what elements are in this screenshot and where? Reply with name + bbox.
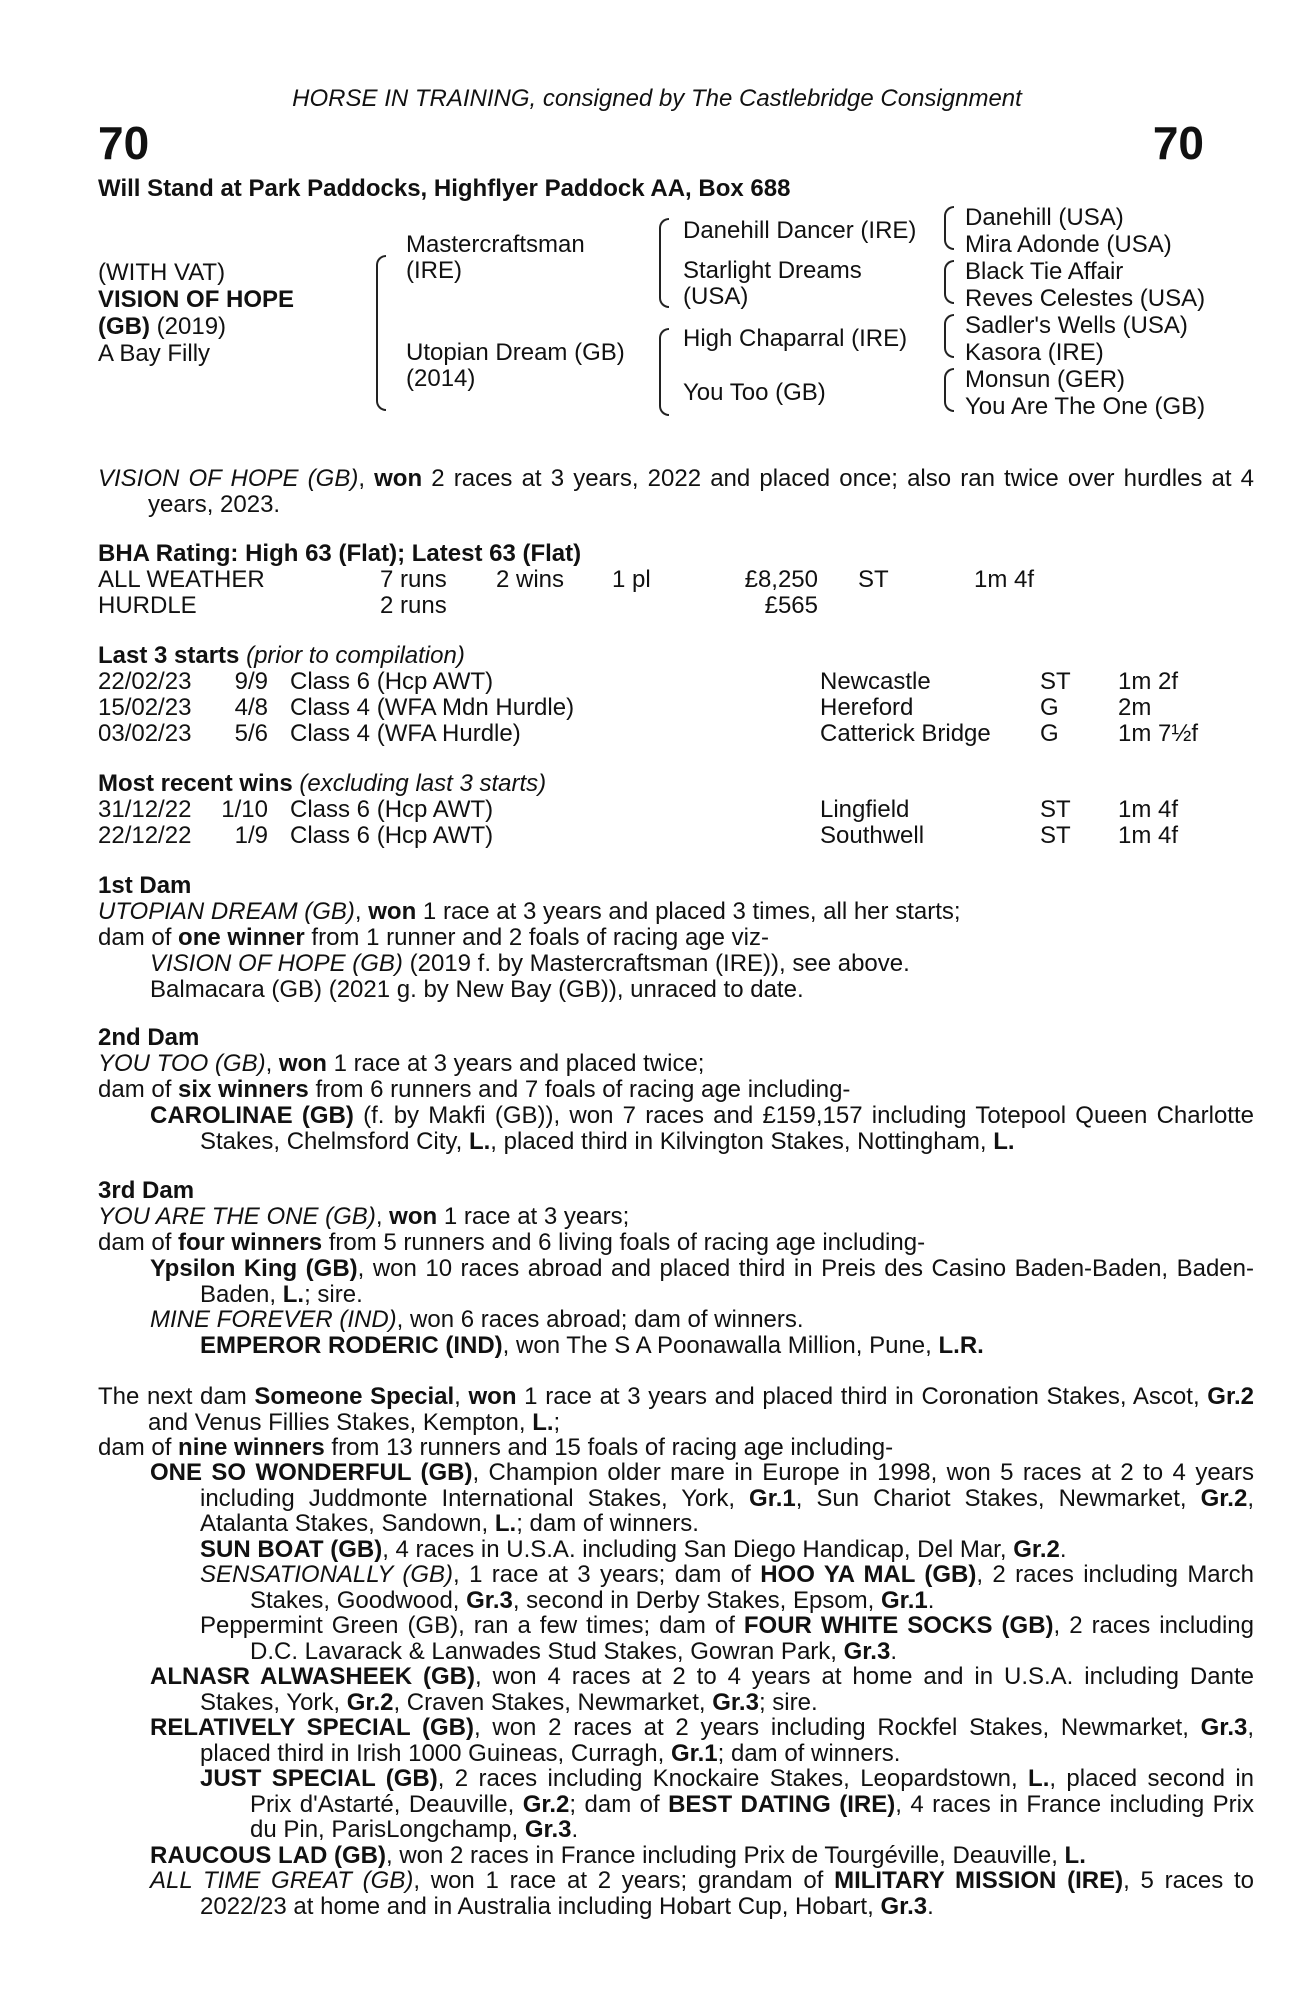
produce-relatively-special: RELATIVELY SPECIAL (GB), won 2 races at 2 years including Rockfel Stakes, Newmarket, Gr.3, placed third in Irish 1000 Guineas, Curragh, Gr.1; dam of winners. [150, 1714, 1255, 1767]
lot-number-left: 70 [98, 117, 150, 169]
second-dam-produce: dam of six winners from 6 runners and 7 foals of racing age including- [98, 1076, 851, 1103]
first-dam-heading: 1st Dam [98, 872, 192, 899]
sire-dam: Starlight Dreams (USA) [683, 257, 862, 310]
grandproduce-emperor-roderic: EMPEROR RODERIC (IND), won The S A Poonawalla Million, Pune, L.R. [200, 1332, 984, 1359]
produce-balmacara: Balmacara (GB) (2021 g. by New Bay (GB)), unraced to date. [150, 976, 804, 1003]
bha-rating: BHA Rating: High 63 (Flat); Latest 63 (Flat) [98, 540, 582, 567]
first-dam-line: UTOPIAN DREAM (GB), won 1 race at 3 years and placed 3 times, all her starts; [98, 898, 961, 925]
dam-dam: You Too (GB) [683, 379, 826, 406]
grandproduce-peppermint-green: Peppermint Green (GB), ran a few times; dam of FOUR WHITE SOCKS (GB), 2 races including D.C. Lavarack & Lanwades Stud Stakes, Gowran Park, Gr.3. [200, 1612, 1254, 1665]
start-row: 22/02/23 9/9 Class 6 (Hcp AWT) Newcastle ST 1m 2f [98, 668, 1179, 695]
second-dam-heading: 2nd Dam [98, 1024, 200, 1051]
third-dam-heading: 3rd Dam [98, 1177, 195, 1204]
start-row: 03/02/23 5/6 Class 4 (WFA Hurdle) Catterick Bridge G 1m 7½f [98, 720, 1199, 747]
next-dam-produce: dam of nine winners from 13 runners and 15 foals of racing age including- [98, 1434, 894, 1461]
consignment-line: HORSE IN TRAINING, consigned by The Castlebridge Consignment [292, 85, 1022, 112]
produce-vision-of-hope: VISION OF HOPE (GB) (2019 f. by Mastercraftsman (IRE)), see above. [150, 950, 910, 977]
grandproduce-sensationally: SENSATIONALLY (GB), 1 race at 3 years; dam of HOO YA MAL (GB), 2 races including March Stakes, Goodwood, Gr.3, second in Derby Stakes, Epsom, Gr.1. [200, 1561, 1254, 1614]
brace-3c [944, 314, 954, 358]
third-dam-line: YOU ARE THE ONE (GB), won 1 race at 3 years; [98, 1203, 630, 1230]
grandproduce-just-special: JUST SPECIAL (GB), 2 races including Knockaire Stakes, Leopardstown, L., placed second in Prix d'Astarté, Deauville, Gr.2; dam of BEST DATING (IRE), 4 races in France including Prix du Pin, ParisLongchamp, Gr.3. [200, 1765, 1255, 1843]
second-dam-line: YOU TOO (GB), won 1 race at 3 years and placed twice; [98, 1050, 705, 1077]
sire: Mastercraftsman (IRE) [406, 231, 585, 284]
horse-origin-year: (GB) (2019) [98, 313, 227, 340]
sd-dam: Reves Celestes (USA) [965, 285, 1206, 312]
produce-alnasr-alwasheek: ALNASR ALWASHEEK (GB), won 4 races at 2 to 4 years at home and in U.S.A. including Dante Stakes, York, Gr.2, Craven Stakes, Newmarket, Gr.3; sire. [150, 1663, 1254, 1716]
brace-3a [944, 206, 954, 250]
sire-sire: Danehill Dancer (IRE) [683, 217, 917, 244]
recent-wins-heading: Most recent wins (excluding last 3 starts) [98, 770, 547, 797]
produce-ypsilon-king: Ypsilon King (GB), won 10 races abroad and placed third in Preis des Casino Baden-Baden, Baden-Baden, L.; sire. [150, 1255, 1254, 1308]
produce-mine-forever: MINE FOREVER (IND), won 6 races abroad; dam of winners. [150, 1306, 804, 1333]
brace-3d [944, 368, 954, 412]
start-row: 15/02/23 4/8 Class 4 (WFA Mdn Hurdle) Hereford G 2m [98, 694, 1152, 721]
race-summary: VISION OF HOPE (GB), won 2 races at 3 years, 2022 and placed once; also ran twice over hurdles at 4 years, 2023. [98, 465, 1255, 518]
stand-location: Will Stand at Park Paddocks, Highflyer Paddock AA, Box 688 [98, 175, 791, 202]
lot-number-right: 70 [1152, 117, 1204, 169]
first-dam-produce: dam of one winner from 1 runner and 2 foals of racing age viz- [98, 924, 769, 951]
ss-sire: Danehill (USA) [965, 204, 1124, 231]
produce-one-so-wonderful: ONE SO WONDERFUL (GB), Champion older mare in Europe in 1998, won 5 races at 2 to 4 years including Juddmonte International Stakes, York, Gr.1, Sun Chariot Stakes, Newmarket, Gr.2, Atalanta Stakes, Sandown, L.; dam of winners. [150, 1459, 1254, 1537]
sd-sire: Black Tie Affair [965, 258, 1124, 285]
produce-carolinae: CAROLINAE (GB) (f. by Makfi (GB)), won 7 races and £159,157 including Totepool Queen Charlotte Stakes, Chelmsford City, L., placed third in Kilvington Stakes, Nottingham, L. [150, 1102, 1254, 1155]
brace-3b [944, 260, 954, 304]
grandproduce-sun-boat: SUN BOAT (GB), 4 races in U.S.A. including San Diego Handicap, Del Mar, Gr.2. [200, 1536, 1067, 1563]
vat-label: (WITH VAT) [98, 259, 226, 286]
brace-2a [659, 218, 669, 308]
produce-all-time-great: ALL TIME GREAT (GB), won 1 race at 2 years; grandam of MILITARY MISSION (IRE), 5 races to 2022/23 at home and in Australia including Hobart Cup, Hobart, Gr.3. [150, 1867, 1255, 1920]
last3-heading: Last 3 starts (prior to compilation) [98, 642, 465, 669]
brace-1 [376, 255, 386, 411]
ds-dam: Kasora (IRE) [965, 339, 1104, 366]
win-row: 22/12/22 1/9 Class 6 (Hcp AWT) Southwell ST 1m 4f [98, 822, 1179, 849]
third-dam-produce: dam of four winners from 5 runners and 6 living foals of racing age including- [98, 1229, 926, 1256]
dd-dam: You Are The One (GB) [965, 393, 1206, 420]
record-hurdle: HURDLE 2 runs £565 [98, 592, 818, 619]
win-row: 31/12/22 1/10 Class 6 (Hcp AWT) Lingfield ST 1m 4f [98, 796, 1179, 823]
dam-sire: High Chaparral (IRE) [683, 325, 908, 352]
dam: Utopian Dream (GB) (2014) [406, 339, 625, 392]
horse-description: A Bay Filly [98, 340, 211, 367]
next-dam-line: The next dam Someone Special, won 1 race at 3 years and placed third in Coronation Stakes, Ascot, Gr.2 and Venus Fillies Stakes, Kempton, L.; [98, 1383, 1254, 1436]
dd-sire: Monsun (GER) [965, 366, 1126, 393]
record-all-weather: ALL WEATHER 7 runs 2 wins 1 pl £8,250 ST 1m 4f [98, 566, 1035, 593]
produce-raucous-lad: RAUCOUS LAD (GB), won 2 races in France including Prix de Tourgéville, Deauville, L. [150, 1842, 1086, 1869]
horse-name: VISION OF HOPE [98, 286, 295, 313]
ds-sire: Sadler's Wells (USA) [965, 312, 1188, 339]
brace-2b [659, 328, 669, 416]
ss-dam: Mira Adonde (USA) [965, 231, 1172, 258]
